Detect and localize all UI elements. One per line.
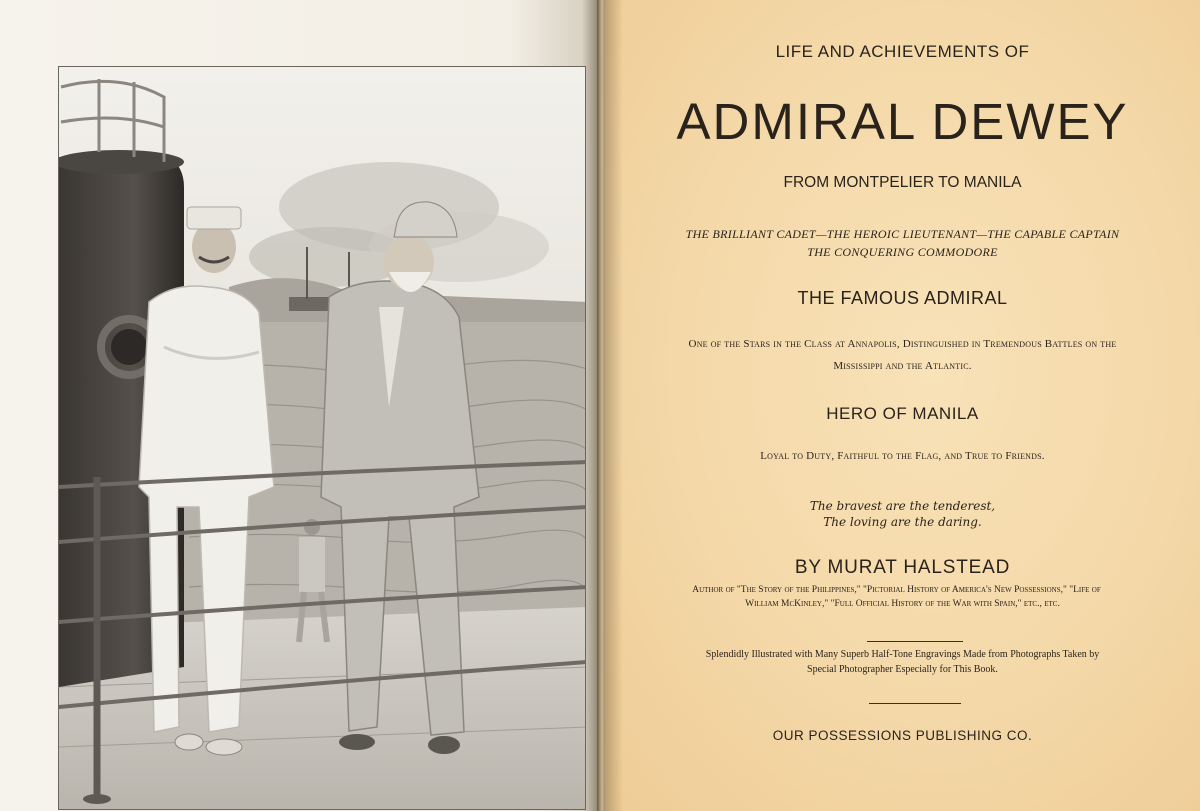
- title-page: [605, 0, 1200, 811]
- book-subtitle: FROM MONTPELIER TO MANILA: [783, 174, 1022, 191]
- publisher: OUR POSSESSIONS PUBLISHING CO.: [772, 728, 1033, 743]
- quote-line-1: The bravest are the tenderest,: [809, 499, 996, 513]
- divider-rule: [867, 641, 963, 642]
- ship-deck-engraving: [59, 67, 586, 810]
- hero-description: Loyal to Duty, Faithful to the Flag, and True to Friends.: [760, 450, 1045, 462]
- divider-rule: [869, 703, 961, 704]
- quote-line-2: The loving are the daring.: [823, 515, 982, 529]
- famous-description-line-1: One of the Stars in the Class at Annapolis, Distinguished in Tremendous Battles on the: [688, 338, 1117, 350]
- author-credits-line-2: William McKinley," "Full Official History of the War with Spain," etc., etc.: [745, 599, 1060, 609]
- tagline-line-1: THE BRILLIANT CADET—THE HEROIC LIEUTENANT—THE CAPABLE CAPTAIN: [685, 227, 1120, 241]
- illustration-note-line-1: Splendidly Illustrated with Many Superb Half-Tone Engravings Made from Photographs Taken by: [705, 649, 1100, 660]
- byline: BY MURAT HALSTEAD: [794, 557, 1011, 578]
- author-credits-line-1: Author of "The Story of the Philippines," "Pictorial History of America's New Possessions," "Life of: [692, 585, 1101, 595]
- section-hero-of-manila: HERO OF MANILA: [826, 404, 979, 423]
- frontispiece-illustration: [58, 66, 586, 810]
- famous-description-line-2: Mississippi and the Atlantic.: [833, 360, 972, 372]
- book-title: ADMIRAL DEWEY: [676, 93, 1129, 150]
- title-heading: LIFE AND ACHIEVEMENTS OF: [775, 42, 1030, 61]
- tagline-line-2: THE CONQUERING COMMODORE: [807, 245, 998, 259]
- illustration-note-line-2: Special Photographer Especially for This Book.: [807, 664, 998, 675]
- section-famous-admiral: THE FAMOUS ADMIRAL: [797, 288, 1008, 308]
